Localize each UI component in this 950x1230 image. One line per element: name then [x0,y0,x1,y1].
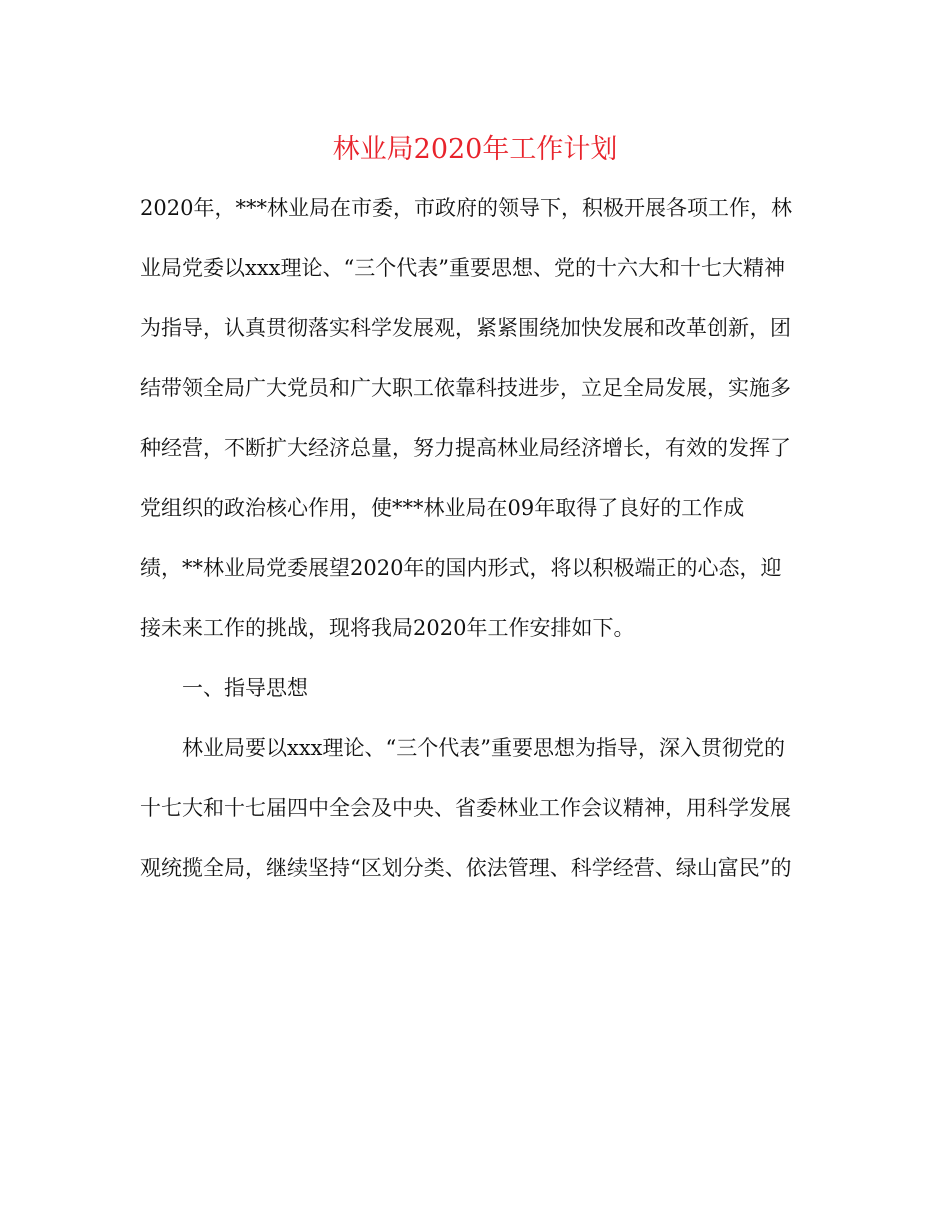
paragraph-line: 种经营，不断扩大经济总量，努力提高林业局经济增长，有效的发挥了 [140,436,791,460]
paragraph-line: 2020年，***林业局在市委，市政府的领导下，积极开展各项工作，林 [140,196,792,220]
paragraph-line: 十七大和十七届四中全会及中央、省委林业工作会议精神，用科学发展 [140,796,791,820]
paragraph-line: 为指导，认真贯彻落实科学发展观，紧紧围绕加快发展和改革创新，团 [140,316,791,340]
paragraph-line: 接未来工作的挑战，现将我局2020年工作安排如下。 [140,616,635,640]
paragraph-line: 观统揽全局，继续坚持“区划分类、依法管理、科学经营、绿山富民”的 [140,856,792,880]
paragraph-line: 党组织的政治核心作用，使***林业局在09年取得了良好的工作成 [140,496,745,520]
paragraph-line: 结带领全局广大党员和广大职工依靠科技进步，立足全局发展，实施多 [140,376,791,400]
section-heading: 一、指导思想 [182,676,308,700]
document-title: 林业局2020年工作计划 [332,134,618,165]
paragraph-line: 业局党委以xxx理论、“三个代表”重要思想、党的十六大和十七大精神 [140,256,785,280]
document-body [140,188,820,908]
paragraph-line: 林业局要以xxx理论、“三个代表”重要思想为指导，深入贯彻党的 [182,736,785,760]
paragraph-line: 绩，**林业局党委展望2020年的国内形式，将以积极端正的心态，迎 [140,556,782,580]
